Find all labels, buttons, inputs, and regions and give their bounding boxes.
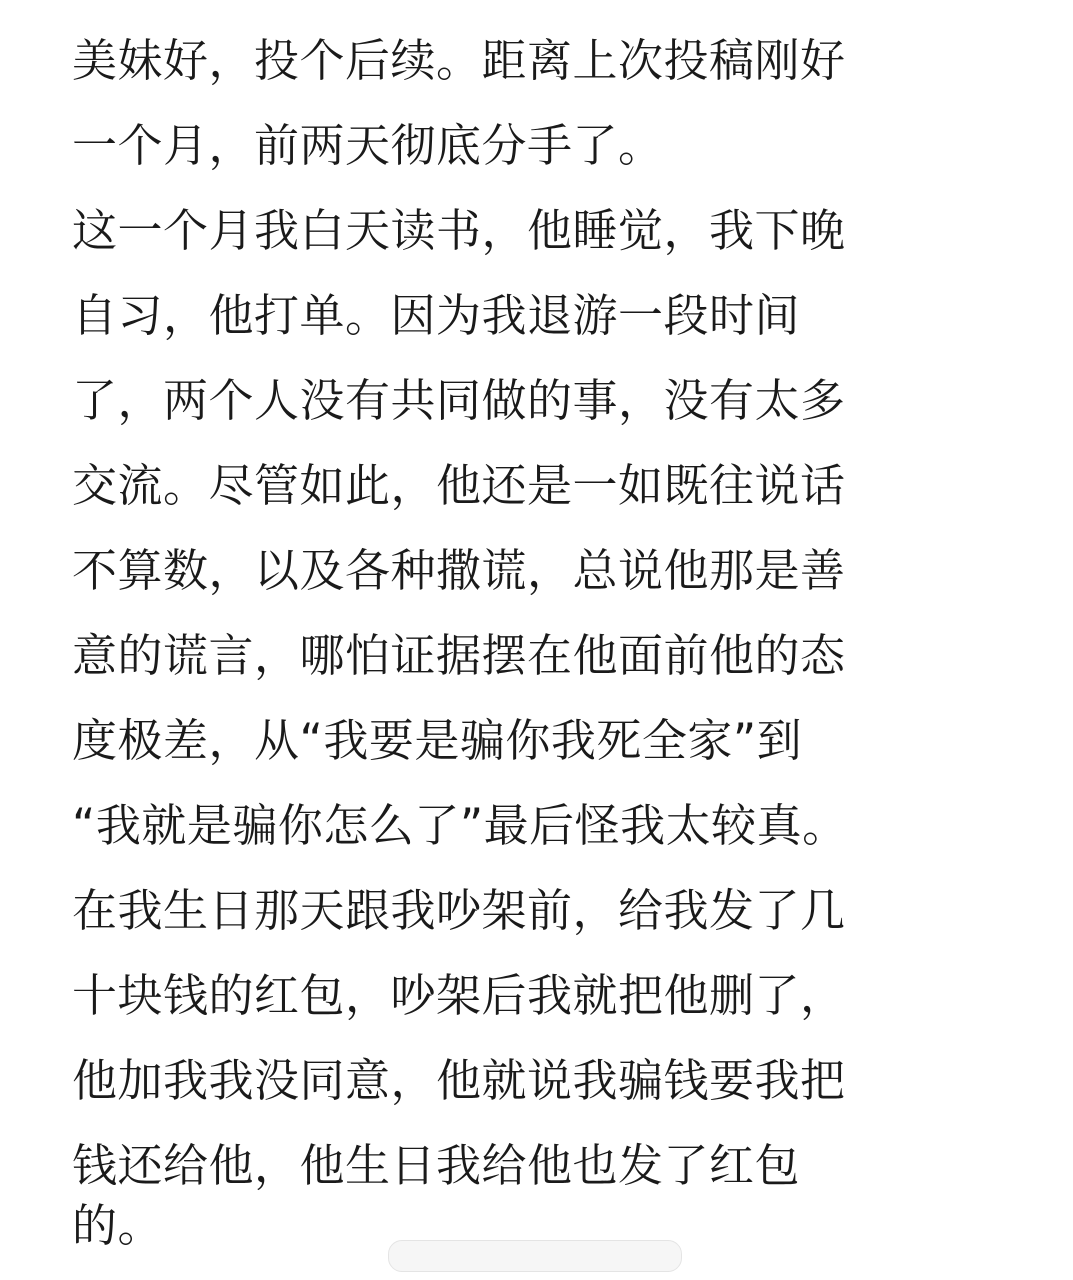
text-line: 美妹好，投个后续。距离上次投稿刚好 bbox=[72, 34, 846, 87]
text-line: 的。 bbox=[72, 1199, 164, 1252]
text-line: 自习，他打单。因为我退游一段时间 bbox=[72, 289, 801, 342]
watermark-bar bbox=[388, 1240, 682, 1272]
text-line: “我就是骗你怎么了”最后怪我太较真。 bbox=[72, 799, 848, 852]
text-line: 度极差，从“我要是骗你我死全家”到 bbox=[72, 714, 803, 767]
text-line: 钱还给他，他生日我给他也发了红包 bbox=[72, 1139, 801, 1192]
text-line: 不算数，以及各种撒谎，总说他那是善 bbox=[72, 544, 846, 597]
text-line: 交流。尽管如此，他还是一如既往说话 bbox=[72, 459, 846, 512]
text-line: 他加我我没同意，他就说我骗钱要我把 bbox=[72, 1054, 846, 1107]
text-line: 一个月，前两天彻底分手了。 bbox=[72, 119, 664, 172]
text-line: 在我生日那天跟我吵架前，给我发了几 bbox=[72, 884, 846, 937]
text-line: 十块钱的红包，吵架后我就把他删了， bbox=[72, 969, 846, 1022]
text-line: 这一个月我白天读书，他睡觉，我下晚 bbox=[72, 204, 846, 257]
text-line: 了，两个人没有共同做的事，没有太多 bbox=[72, 374, 846, 427]
text-line: 意的谎言，哪怕证据摆在他面前他的态 bbox=[72, 629, 846, 682]
